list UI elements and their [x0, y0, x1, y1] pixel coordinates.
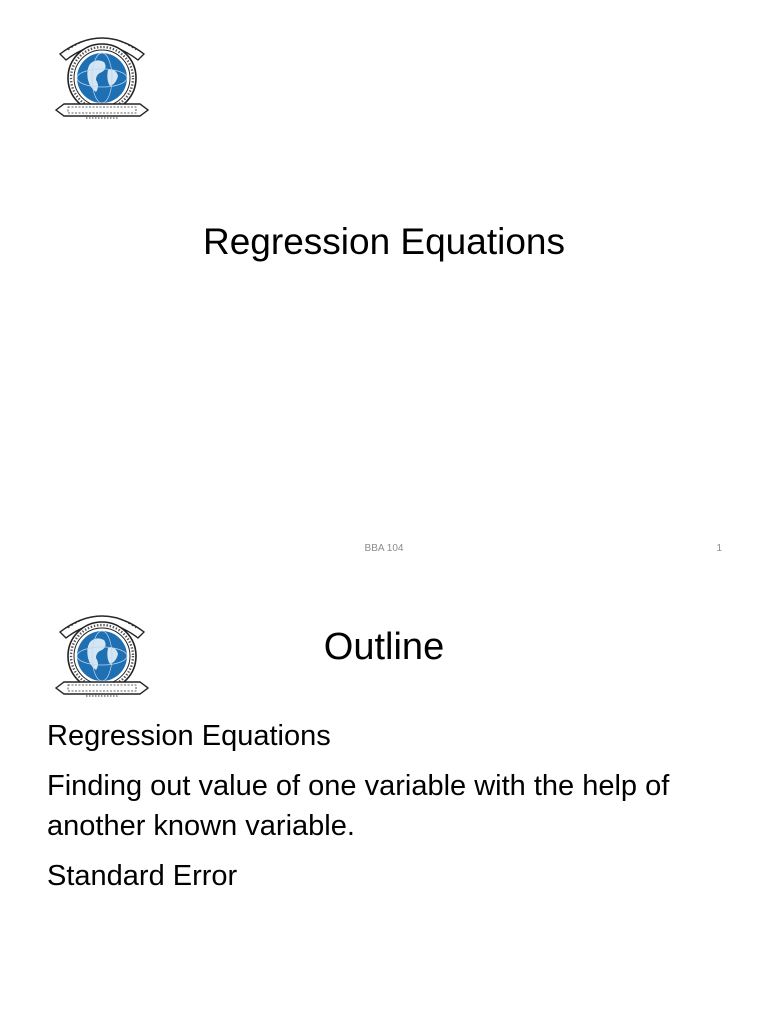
institute-logo-icon	[46, 602, 158, 706]
list-item: Regression Equations	[47, 720, 331, 752]
slide-footer-course: BBA 104	[364, 543, 404, 554]
slide-page-number: 1	[716, 543, 722, 554]
slide-title-heading: Regression Equations	[203, 221, 565, 262]
list-item: Standard Error	[47, 860, 238, 892]
list-item: Finding out value of one variable with the help of another known variable.	[47, 770, 670, 842]
outline-list	[47, 716, 737, 906]
slide-outline	[0, 584, 768, 1024]
institute-logo-icon	[46, 24, 158, 128]
outline-heading: Outline	[323, 626, 445, 668]
